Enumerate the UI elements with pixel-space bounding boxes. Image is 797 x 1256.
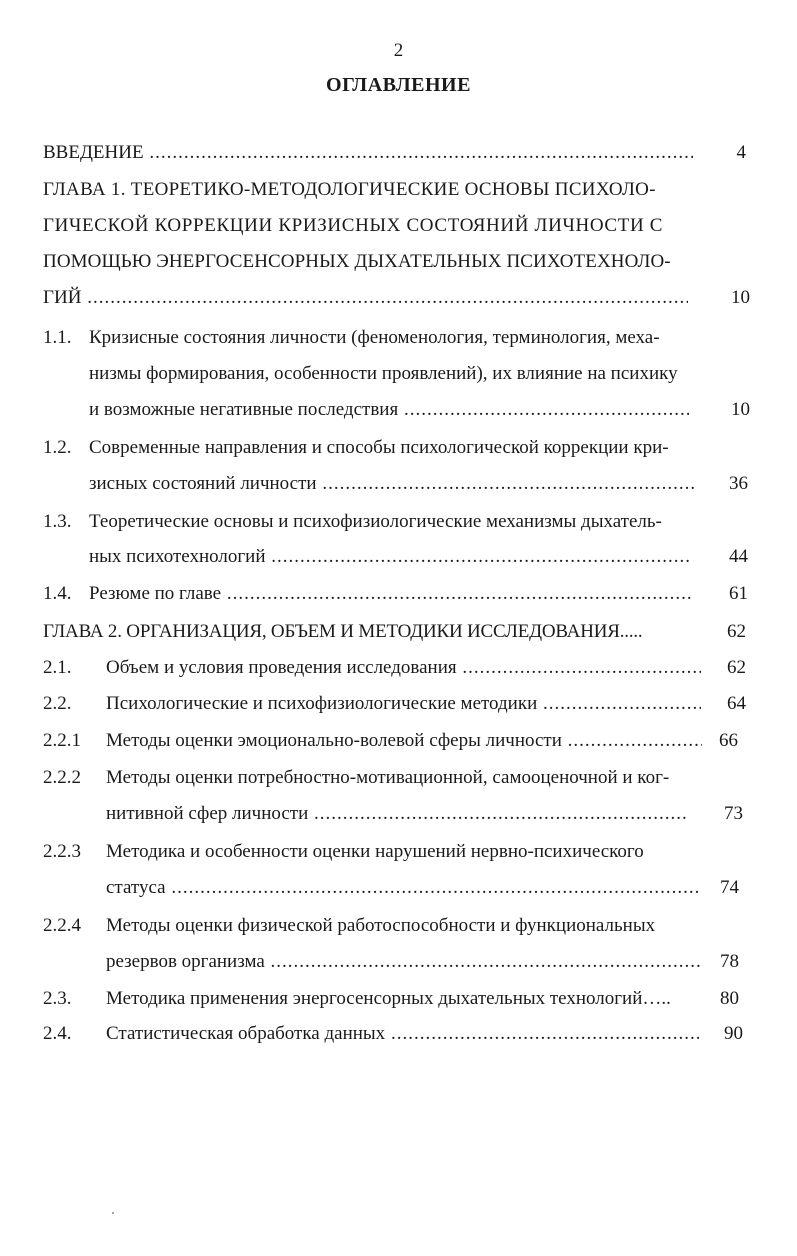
toc-2-2-2-number: 2.2.2 — [43, 767, 81, 788]
toc-ch1-line-3: ПОМОЩЬЮ ЭНЕРГОСЕНСОРНЫХ ДЫХАТЕЛЬНЫХ ПСИХОТЕХНОЛО- — [43, 251, 671, 272]
toc-intro-label: ВВЕДЕНИЕ ..... — [43, 141, 693, 165]
toc-2-3-page: 80 — [720, 988, 739, 1009]
scan-speck — [112, 1212, 114, 1214]
toc-1-2-page: 36 — [729, 473, 748, 494]
toc-ch1-line-1: ГЛАВА 1. ТЕОРЕТИКО-МЕТОДОЛОГИЧЕСКИЕ ОСНОВЫ ПСИХОЛО- — [43, 179, 656, 200]
toc-2-1-number: 2.1. — [43, 657, 72, 678]
toc-2-2-1-page: 66 — [719, 730, 738, 751]
toc-2-2-2-page: 73 — [724, 803, 743, 824]
toc-ch2-page: 62 — [727, 621, 746, 642]
toc-1-1-number: 1.1. — [43, 327, 72, 348]
toc-2-1-label: Объем и условия проведения исследования ..... — [106, 656, 701, 680]
toc-2-4-label: Статистическая обработка данных ..... — [106, 1022, 699, 1046]
toc-2-4-page: 90 — [724, 1023, 743, 1044]
toc-ch1-line-2: ГИЧЕСКОЙ КОРРЕКЦИИ КРИЗИСНЫХ СОСТОЯНИЙ ЛИЧНОСТИ С — [43, 215, 664, 236]
toc-2-2-label: Психологические и психофизиологические методики ..... — [106, 692, 701, 716]
toc-1-4-number: 1.4. — [43, 583, 72, 604]
toc-2-3-number: 2.3. — [43, 988, 72, 1009]
page-number: 2 — [393, 40, 404, 61]
toc-2-2-1-label: Методы оценки эмоционально-волевой сферы личности ..... — [106, 729, 702, 753]
toc-1-2-line-2: зисных состояний личности ..... — [89, 472, 697, 496]
toc-2-2-2-line-2: нитивной сфер личности ..... — [106, 802, 689, 826]
toc-2-2-3-number: 2.2.3 — [43, 841, 81, 862]
toc-intro-page: 4 — [736, 142, 746, 163]
toc-1-1-line-3: и возможные негативные последствия ..... — [89, 398, 689, 422]
toc-2-2-3-page: 74 — [720, 877, 739, 898]
toc-2-2-4-line-1: Методы оценки физической работоспособности и функциональных — [106, 915, 656, 936]
toc-2-2-4-line-2: резервов организма ..... — [106, 950, 700, 974]
toc-1-3-number: 1.3. — [43, 511, 72, 532]
toc-2-2-3-line-1: Методика и особенности оценки нарушений нервно-психического — [106, 841, 644, 862]
toc-2-2-2-line-1: Методы оценки потребностно-мотивационной, самооценочной и ког- — [106, 767, 670, 788]
toc-2-1-page: 62 — [727, 657, 746, 678]
toc-2-4-number: 2.4. — [43, 1023, 72, 1044]
toc-2-2-number: 2.2. — [43, 693, 72, 714]
toc-ch1-line-4: ГИЙ ..... — [43, 286, 688, 310]
toc-1-1-line-2: низмы формирования, особенности проявлений), их влияние на психику — [89, 363, 678, 384]
toc-ch1-page: 10 — [731, 287, 750, 308]
toc-ch2-label: ГЛАВА 2. ОРГАНИЗАЦИЯ, ОБЪЕМ И МЕТОДИКИ ИССЛЕДОВАНИЯ..... — [43, 621, 643, 642]
toc-1-3-line-1: Теоретические основы и психофизиологические механизмы дыхатель- — [89, 511, 662, 532]
toc-2-2-page: 64 — [727, 693, 746, 714]
toc-1-1-line-1: Кризисные состояния личности (феноменология, терминология, меха- — [89, 327, 660, 348]
toc-2-2-4-page: 78 — [720, 951, 739, 972]
toc-2-2-1-number: 2.2.1 — [43, 730, 81, 751]
page-title: ОГЛАВЛЕНИЕ — [326, 74, 471, 96]
toc-2-2-3-line-2: статуса ..... — [106, 876, 700, 900]
toc-1-1-page: 10 — [731, 399, 750, 420]
toc-2-3-label: Методика применения энергосенсорных дыхательных технологий….. — [106, 988, 671, 1009]
toc-1-3-page: 44 — [729, 546, 748, 567]
toc-1-3-line-2: ных психотехнологий ..... — [89, 545, 689, 569]
toc-1-2-number: 1.2. — [43, 437, 72, 458]
toc-1-4-label: Резюме по главе ..... — [89, 582, 691, 606]
toc-1-2-line-1: Современные направления и способы психологической коррекции кри- — [89, 437, 669, 458]
toc-1-4-page: 61 — [729, 583, 748, 604]
toc-2-2-4-number: 2.2.4 — [43, 915, 81, 936]
